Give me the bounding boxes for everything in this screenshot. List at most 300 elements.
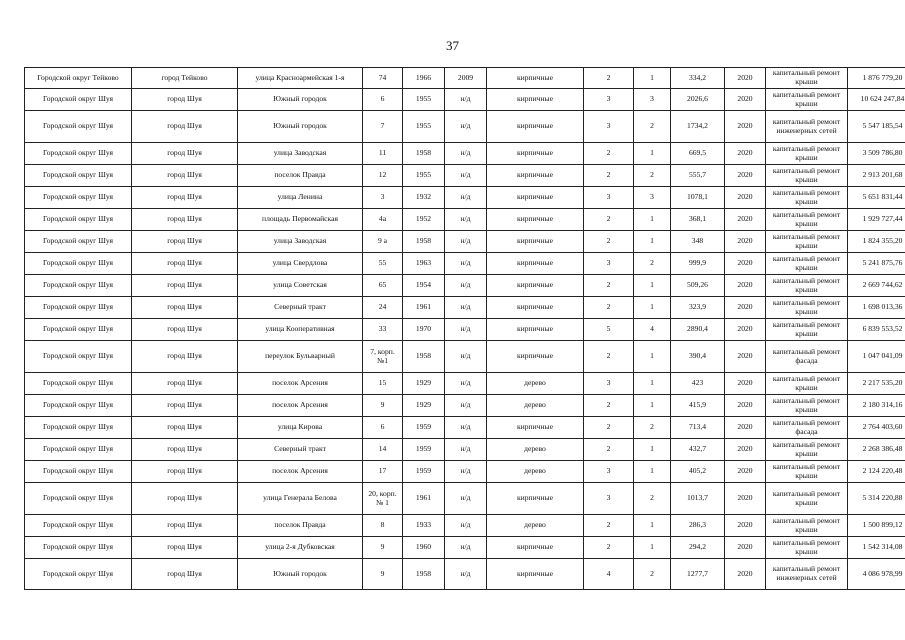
area-cell: 713,4 bbox=[671, 417, 725, 439]
floors-cell: 2 bbox=[584, 275, 634, 297]
area-cell: 423 bbox=[671, 373, 725, 395]
entrances-cell: 1 bbox=[634, 231, 671, 253]
plan-year-cell: 2020 bbox=[725, 439, 766, 461]
wall-material-cell: дерево bbox=[487, 515, 584, 537]
settlement-cell: город Шуя bbox=[132, 187, 238, 209]
area-cell: 1734,2 bbox=[671, 111, 725, 143]
cost-cell: 2 124 220,48 bbox=[848, 461, 905, 483]
municipality-cell: Городской округ Шуя bbox=[25, 439, 132, 461]
plan-year-cell: 2020 bbox=[725, 297, 766, 319]
cost-cell: 5 651 831,44 bbox=[848, 187, 905, 209]
entrances-cell: 1 bbox=[634, 373, 671, 395]
entrances-cell: 3 bbox=[634, 89, 671, 111]
entrances-cell: 1 bbox=[634, 461, 671, 483]
entrances-cell: 1 bbox=[634, 143, 671, 165]
year-renovated-cell: н/д bbox=[445, 319, 487, 341]
settlement-cell: город Шуя bbox=[132, 559, 238, 590]
entrances-cell: 4 bbox=[634, 319, 671, 341]
work-type-cell: капитальный ремонт крыши bbox=[766, 461, 848, 483]
street-cell: поселок Правда bbox=[238, 165, 363, 187]
area-cell: 669,5 bbox=[671, 143, 725, 165]
house-number-cell: 74 bbox=[363, 68, 403, 89]
year-renovated-cell: н/д bbox=[445, 297, 487, 319]
floors-cell: 2 bbox=[584, 417, 634, 439]
year-built-cell: 1961 bbox=[403, 297, 445, 319]
year-built-cell: 1960 bbox=[403, 537, 445, 559]
entrances-cell: 1 bbox=[634, 68, 671, 89]
street-cell: улица Заводская bbox=[238, 231, 363, 253]
house-number-cell: 7, корп. №1 bbox=[363, 341, 403, 373]
area-cell: 1078,1 bbox=[671, 187, 725, 209]
year-renovated-cell: н/д bbox=[445, 143, 487, 165]
table-row bbox=[25, 439, 905, 461]
year-built-cell: 1958 bbox=[403, 143, 445, 165]
entrances-cell: 1 bbox=[634, 395, 671, 417]
table-row bbox=[25, 187, 905, 209]
municipality-cell: Городской округ Шуя bbox=[25, 537, 132, 559]
plan-year-cell: 2020 bbox=[725, 231, 766, 253]
year-built-cell: 1955 bbox=[403, 89, 445, 111]
municipality-cell: Городской округ Шуя bbox=[25, 275, 132, 297]
floors-cell: 2 bbox=[584, 165, 634, 187]
table-row bbox=[25, 537, 905, 559]
table-row bbox=[25, 68, 905, 89]
municipality-cell: Городской округ Шуя bbox=[25, 187, 132, 209]
year-renovated-cell: н/д bbox=[445, 165, 487, 187]
plan-year-cell: 2020 bbox=[725, 341, 766, 373]
plan-year-cell: 2020 bbox=[725, 275, 766, 297]
year-renovated-cell: н/д bbox=[445, 373, 487, 395]
work-type-cell: капитальный ремонт крыши bbox=[766, 68, 848, 89]
year-built-cell: 1959 bbox=[403, 417, 445, 439]
table-row bbox=[25, 341, 905, 373]
year-built-cell: 1959 bbox=[403, 439, 445, 461]
wall-material-cell: кирпичные bbox=[487, 68, 584, 89]
area-cell: 348 bbox=[671, 231, 725, 253]
cost-cell: 1 500 899,12 bbox=[848, 515, 905, 537]
street-cell: улица Кооперативная bbox=[238, 319, 363, 341]
municipality-cell: Городской округ Шуя bbox=[25, 483, 132, 515]
entrances-cell: 2 bbox=[634, 559, 671, 590]
plan-year-cell: 2020 bbox=[725, 89, 766, 111]
municipality-cell: Городской округ Шуя bbox=[25, 319, 132, 341]
settlement-cell: город Шуя bbox=[132, 537, 238, 559]
municipality-cell: Городской округ Шуя bbox=[25, 417, 132, 439]
plan-year-cell: 2020 bbox=[725, 111, 766, 143]
entrances-cell: 2 bbox=[634, 111, 671, 143]
work-type-cell: капитальный ремонт крыши bbox=[766, 439, 848, 461]
municipality-cell: Городской округ Шуя bbox=[25, 89, 132, 111]
settlement-cell: город Шуя bbox=[132, 89, 238, 111]
work-type-cell: капитальный ремонт крыши bbox=[766, 515, 848, 537]
street-cell: улица Свердлова bbox=[238, 253, 363, 275]
area-cell: 1277,7 bbox=[671, 559, 725, 590]
cost-cell: 5 314 220,88 bbox=[848, 483, 905, 515]
house-number-cell: 65 bbox=[363, 275, 403, 297]
settlement-cell: город Шуя bbox=[132, 341, 238, 373]
municipality-cell: Городской округ Шуя bbox=[25, 341, 132, 373]
street-cell: Южный городок bbox=[238, 559, 363, 590]
municipality-cell: Городской округ Шуя bbox=[25, 143, 132, 165]
settlement-cell: город Шуя bbox=[132, 439, 238, 461]
municipality-cell: Городской округ Шуя bbox=[25, 297, 132, 319]
year-renovated-cell: н/д bbox=[445, 515, 487, 537]
plan-year-cell: 2020 bbox=[725, 559, 766, 590]
table-row bbox=[25, 395, 905, 417]
entrances-cell: 3 bbox=[634, 187, 671, 209]
area-cell: 405,2 bbox=[671, 461, 725, 483]
table-body bbox=[25, 68, 905, 590]
cost-cell: 2 180 314,16 bbox=[848, 395, 905, 417]
cost-cell: 1 047 041,09 bbox=[848, 341, 905, 373]
wall-material-cell: кирпичные bbox=[487, 559, 584, 590]
floors-cell: 3 bbox=[584, 461, 634, 483]
cost-cell: 2 764 403,60 bbox=[848, 417, 905, 439]
cost-cell: 5 547 185,54 bbox=[848, 111, 905, 143]
area-cell: 323,9 bbox=[671, 297, 725, 319]
municipality-cell: Городской округ Тейково bbox=[25, 68, 132, 89]
table-row bbox=[25, 297, 905, 319]
entrances-cell: 2 bbox=[634, 483, 671, 515]
house-number-cell: 8 bbox=[363, 515, 403, 537]
area-cell: 415,9 bbox=[671, 395, 725, 417]
municipality-cell: Городской округ Шуя bbox=[25, 111, 132, 143]
settlement-cell: город Шуя bbox=[132, 395, 238, 417]
house-number-cell: 4а bbox=[363, 209, 403, 231]
area-cell: 286,3 bbox=[671, 515, 725, 537]
entrances-cell: 2 bbox=[634, 417, 671, 439]
floors-cell: 3 bbox=[584, 373, 634, 395]
floors-cell: 5 bbox=[584, 319, 634, 341]
wall-material-cell: дерево bbox=[487, 373, 584, 395]
floors-cell: 3 bbox=[584, 89, 634, 111]
table-row bbox=[25, 231, 905, 253]
year-built-cell: 1929 bbox=[403, 373, 445, 395]
house-number-cell: 20, корп. № 1 bbox=[363, 483, 403, 515]
floors-cell: 2 bbox=[584, 143, 634, 165]
street-cell: Южный городок bbox=[238, 89, 363, 111]
area-cell: 368,1 bbox=[671, 209, 725, 231]
settlement-cell: город Тейково bbox=[132, 68, 238, 89]
area-cell: 999,9 bbox=[671, 253, 725, 275]
floors-cell: 2 bbox=[584, 297, 634, 319]
entrances-cell: 1 bbox=[634, 515, 671, 537]
year-renovated-cell: н/д bbox=[445, 439, 487, 461]
area-cell: 294,2 bbox=[671, 537, 725, 559]
cost-cell: 1 698 013,36 bbox=[848, 297, 905, 319]
municipality-cell: Городской округ Шуя bbox=[25, 559, 132, 590]
table-row bbox=[25, 373, 905, 395]
plan-year-cell: 2020 bbox=[725, 483, 766, 515]
settlement-cell: город Шуя bbox=[132, 143, 238, 165]
year-built-cell: 1929 bbox=[403, 395, 445, 417]
year-built-cell: 1970 bbox=[403, 319, 445, 341]
entrances-cell: 2 bbox=[634, 165, 671, 187]
settlement-cell: город Шуя bbox=[132, 165, 238, 187]
street-cell: Южный городок bbox=[238, 111, 363, 143]
cost-cell: 5 241 875,76 bbox=[848, 253, 905, 275]
year-renovated-cell: н/д bbox=[445, 111, 487, 143]
floors-cell: 2 bbox=[584, 395, 634, 417]
year-renovated-cell: н/д bbox=[445, 559, 487, 590]
cost-cell: 2 217 535,20 bbox=[848, 373, 905, 395]
wall-material-cell: кирпичные bbox=[487, 341, 584, 373]
municipality-cell: Городской округ Шуя bbox=[25, 373, 132, 395]
table-row bbox=[25, 209, 905, 231]
year-built-cell: 1933 bbox=[403, 515, 445, 537]
year-built-cell: 1966 bbox=[403, 68, 445, 89]
house-number-cell: 55 bbox=[363, 253, 403, 275]
floors-cell: 4 bbox=[584, 559, 634, 590]
plan-year-cell: 2020 bbox=[725, 253, 766, 275]
street-cell: Северный тракт bbox=[238, 297, 363, 319]
settlement-cell: город Шуя bbox=[132, 461, 238, 483]
municipality-cell: Городской округ Шуя bbox=[25, 165, 132, 187]
plan-year-cell: 2020 bbox=[725, 68, 766, 89]
year-built-cell: 1954 bbox=[403, 275, 445, 297]
floors-cell: 3 bbox=[584, 187, 634, 209]
table-row bbox=[25, 417, 905, 439]
cost-cell: 3 509 786,80 bbox=[848, 143, 905, 165]
year-renovated-cell: н/д bbox=[445, 89, 487, 111]
street-cell: улица Советская bbox=[238, 275, 363, 297]
year-renovated-cell: н/д bbox=[445, 341, 487, 373]
area-cell: 2026,6 bbox=[671, 89, 725, 111]
floors-cell: 2 bbox=[584, 209, 634, 231]
cost-cell: 6 839 553,52 bbox=[848, 319, 905, 341]
street-cell: поселок Арсения bbox=[238, 395, 363, 417]
plan-year-cell: 2020 bbox=[725, 165, 766, 187]
wall-material-cell: кирпичные bbox=[487, 187, 584, 209]
work-type-cell: капитальный ремонт крыши bbox=[766, 209, 848, 231]
municipality-cell: Городской округ Шуя bbox=[25, 395, 132, 417]
work-type-cell: капитальный ремонт инженерных сетей bbox=[766, 111, 848, 143]
municipality-cell: Городской округ Шуя bbox=[25, 253, 132, 275]
street-cell: улица Ленина bbox=[238, 187, 363, 209]
settlement-cell: город Шуя bbox=[132, 483, 238, 515]
cost-cell: 10 624 247,84 bbox=[848, 89, 905, 111]
area-cell: 334,2 bbox=[671, 68, 725, 89]
plan-year-cell: 2020 bbox=[725, 537, 766, 559]
cost-cell: 1 876 779,20 bbox=[848, 68, 905, 89]
year-renovated-cell: 2009 bbox=[445, 68, 487, 89]
municipality-cell: Городской округ Шуя bbox=[25, 209, 132, 231]
year-built-cell: 1952 bbox=[403, 209, 445, 231]
entrances-cell: 1 bbox=[634, 297, 671, 319]
entrances-cell: 1 bbox=[634, 439, 671, 461]
cost-cell: 4 086 978,99 bbox=[848, 559, 905, 590]
street-cell: улица Кирова bbox=[238, 417, 363, 439]
work-type-cell: капитальный ремонт крыши bbox=[766, 319, 848, 341]
street-cell: улица Генерала Белова bbox=[238, 483, 363, 515]
year-built-cell: 1961 bbox=[403, 483, 445, 515]
table-row bbox=[25, 111, 905, 143]
house-number-cell: 6 bbox=[363, 417, 403, 439]
work-type-cell: капитальный ремонт крыши bbox=[766, 231, 848, 253]
plan-year-cell: 2020 bbox=[725, 515, 766, 537]
work-type-cell: капитальный ремонт крыши bbox=[766, 275, 848, 297]
table-row bbox=[25, 89, 905, 111]
house-number-cell: 9 bbox=[363, 559, 403, 590]
street-cell: поселок Арсения bbox=[238, 373, 363, 395]
house-number-cell: 11 bbox=[363, 143, 403, 165]
wall-material-cell: кирпичные bbox=[487, 483, 584, 515]
wall-material-cell: кирпичные bbox=[487, 319, 584, 341]
wall-material-cell: кирпичные bbox=[487, 297, 584, 319]
house-number-cell: 3 bbox=[363, 187, 403, 209]
wall-material-cell: кирпичные bbox=[487, 143, 584, 165]
settlement-cell: город Шуя bbox=[132, 319, 238, 341]
house-number-cell: 9 bbox=[363, 537, 403, 559]
municipality-cell: Городской округ Шуя bbox=[25, 515, 132, 537]
cost-cell: 2 669 744,62 bbox=[848, 275, 905, 297]
table-row bbox=[25, 165, 905, 187]
work-type-cell: капитальный ремонт крыши bbox=[766, 253, 848, 275]
year-built-cell: 1959 bbox=[403, 461, 445, 483]
area-cell: 509,26 bbox=[671, 275, 725, 297]
plan-year-cell: 2020 bbox=[725, 395, 766, 417]
year-built-cell: 1963 bbox=[403, 253, 445, 275]
year-renovated-cell: н/д bbox=[445, 395, 487, 417]
house-number-cell: 9 bbox=[363, 395, 403, 417]
area-cell: 2890,4 bbox=[671, 319, 725, 341]
year-renovated-cell: н/д bbox=[445, 275, 487, 297]
house-number-cell: 6 bbox=[363, 89, 403, 111]
year-renovated-cell: н/д bbox=[445, 483, 487, 515]
area-cell: 432,7 bbox=[671, 439, 725, 461]
house-number-cell: 24 bbox=[363, 297, 403, 319]
year-built-cell: 1958 bbox=[403, 231, 445, 253]
entrances-cell: 2 bbox=[634, 253, 671, 275]
area-cell: 1013,7 bbox=[671, 483, 725, 515]
street-cell: улица Заводская bbox=[238, 143, 363, 165]
street-cell: площадь Первомайская bbox=[238, 209, 363, 231]
wall-material-cell: кирпичные bbox=[487, 537, 584, 559]
settlement-cell: город Шуя bbox=[132, 231, 238, 253]
table-row bbox=[25, 275, 905, 297]
work-type-cell: капитальный ремонт крыши bbox=[766, 297, 848, 319]
wall-material-cell: кирпичные bbox=[487, 253, 584, 275]
entrances-cell: 1 bbox=[634, 209, 671, 231]
cost-cell: 2 268 386,48 bbox=[848, 439, 905, 461]
settlement-cell: город Шуя bbox=[132, 373, 238, 395]
municipality-cell: Городской округ Шуя bbox=[25, 461, 132, 483]
cost-cell: 2 913 201,68 bbox=[848, 165, 905, 187]
work-type-cell: капитальный ремонт крыши bbox=[766, 537, 848, 559]
floors-cell: 2 bbox=[584, 537, 634, 559]
house-number-cell: 33 bbox=[363, 319, 403, 341]
cost-cell: 1 824 355,20 bbox=[848, 231, 905, 253]
work-type-cell: капитальный ремонт инженерных сетей bbox=[766, 559, 848, 590]
work-type-cell: капитальный ремонт фасада bbox=[766, 417, 848, 439]
floors-cell: 2 bbox=[584, 341, 634, 373]
house-number-cell: 12 bbox=[363, 165, 403, 187]
year-renovated-cell: н/д bbox=[445, 187, 487, 209]
entrances-cell: 1 bbox=[634, 341, 671, 373]
work-type-cell: капитальный ремонт крыши bbox=[766, 483, 848, 515]
cost-cell: 1 542 314,08 bbox=[848, 537, 905, 559]
settlement-cell: город Шуя bbox=[132, 275, 238, 297]
municipality-cell: Городской округ Шуя bbox=[25, 231, 132, 253]
wall-material-cell: кирпичные bbox=[487, 111, 584, 143]
area-cell: 555,7 bbox=[671, 165, 725, 187]
street-cell: переулок Бульварный bbox=[238, 341, 363, 373]
area-cell: 390,4 bbox=[671, 341, 725, 373]
wall-material-cell: дерево bbox=[487, 395, 584, 417]
plan-year-cell: 2020 bbox=[725, 143, 766, 165]
settlement-cell: город Шуя bbox=[132, 417, 238, 439]
floors-cell: 2 bbox=[584, 68, 634, 89]
wall-material-cell: кирпичные bbox=[487, 231, 584, 253]
wall-material-cell: кирпичные bbox=[487, 209, 584, 231]
house-number-cell: 7 bbox=[363, 111, 403, 143]
plan-year-cell: 2020 bbox=[725, 319, 766, 341]
work-type-cell: капитальный ремонт фасада bbox=[766, 341, 848, 373]
street-cell: Северный тракт bbox=[238, 439, 363, 461]
floors-cell: 2 bbox=[584, 231, 634, 253]
housing-repair-table bbox=[24, 67, 905, 590]
year-built-cell: 1955 bbox=[403, 111, 445, 143]
settlement-cell: город Шуя bbox=[132, 111, 238, 143]
wall-material-cell: кирпичные bbox=[487, 275, 584, 297]
work-type-cell: капитальный ремонт крыши bbox=[766, 143, 848, 165]
settlement-cell: город Шуя bbox=[132, 515, 238, 537]
settlement-cell: город Шуя bbox=[132, 297, 238, 319]
street-cell: поселок Арсения bbox=[238, 461, 363, 483]
year-renovated-cell: н/д bbox=[445, 231, 487, 253]
plan-year-cell: 2020 bbox=[725, 209, 766, 231]
year-renovated-cell: н/д bbox=[445, 417, 487, 439]
settlement-cell: город Шуя bbox=[132, 209, 238, 231]
floors-cell: 2 bbox=[584, 515, 634, 537]
plan-year-cell: 2020 bbox=[725, 461, 766, 483]
floors-cell: 3 bbox=[584, 483, 634, 515]
wall-material-cell: дерево bbox=[487, 461, 584, 483]
plan-year-cell: 2020 bbox=[725, 187, 766, 209]
wall-material-cell: кирпичные bbox=[487, 165, 584, 187]
wall-material-cell: дерево bbox=[487, 439, 584, 461]
floors-cell: 3 bbox=[584, 253, 634, 275]
year-renovated-cell: н/д bbox=[445, 209, 487, 231]
table-row bbox=[25, 559, 905, 590]
floors-cell: 2 bbox=[584, 439, 634, 461]
year-built-cell: 1932 bbox=[403, 187, 445, 209]
street-cell: улица 2-я Дубковская bbox=[238, 537, 363, 559]
wall-material-cell: кирпичные bbox=[487, 417, 584, 439]
year-renovated-cell: н/д bbox=[445, 461, 487, 483]
table-row bbox=[25, 319, 905, 341]
street-cell: улица Красноармейская 1-я bbox=[238, 68, 363, 89]
work-type-cell: капитальный ремонт крыши bbox=[766, 165, 848, 187]
table-row bbox=[25, 461, 905, 483]
entrances-cell: 1 bbox=[634, 537, 671, 559]
year-built-cell: 1958 bbox=[403, 559, 445, 590]
street-cell: поселок Правда bbox=[238, 515, 363, 537]
plan-year-cell: 2020 bbox=[725, 373, 766, 395]
house-number-cell: 15 bbox=[363, 373, 403, 395]
settlement-cell: город Шуя bbox=[132, 253, 238, 275]
year-built-cell: 1955 bbox=[403, 165, 445, 187]
work-type-cell: капитальный ремонт крыши bbox=[766, 89, 848, 111]
table-row bbox=[25, 515, 905, 537]
house-number-cell: 9 а bbox=[363, 231, 403, 253]
table-row bbox=[25, 143, 905, 165]
floors-cell: 3 bbox=[584, 111, 634, 143]
plan-year-cell: 2020 bbox=[725, 417, 766, 439]
table-row bbox=[25, 253, 905, 275]
entrances-cell: 1 bbox=[634, 275, 671, 297]
year-renovated-cell: н/д bbox=[445, 253, 487, 275]
